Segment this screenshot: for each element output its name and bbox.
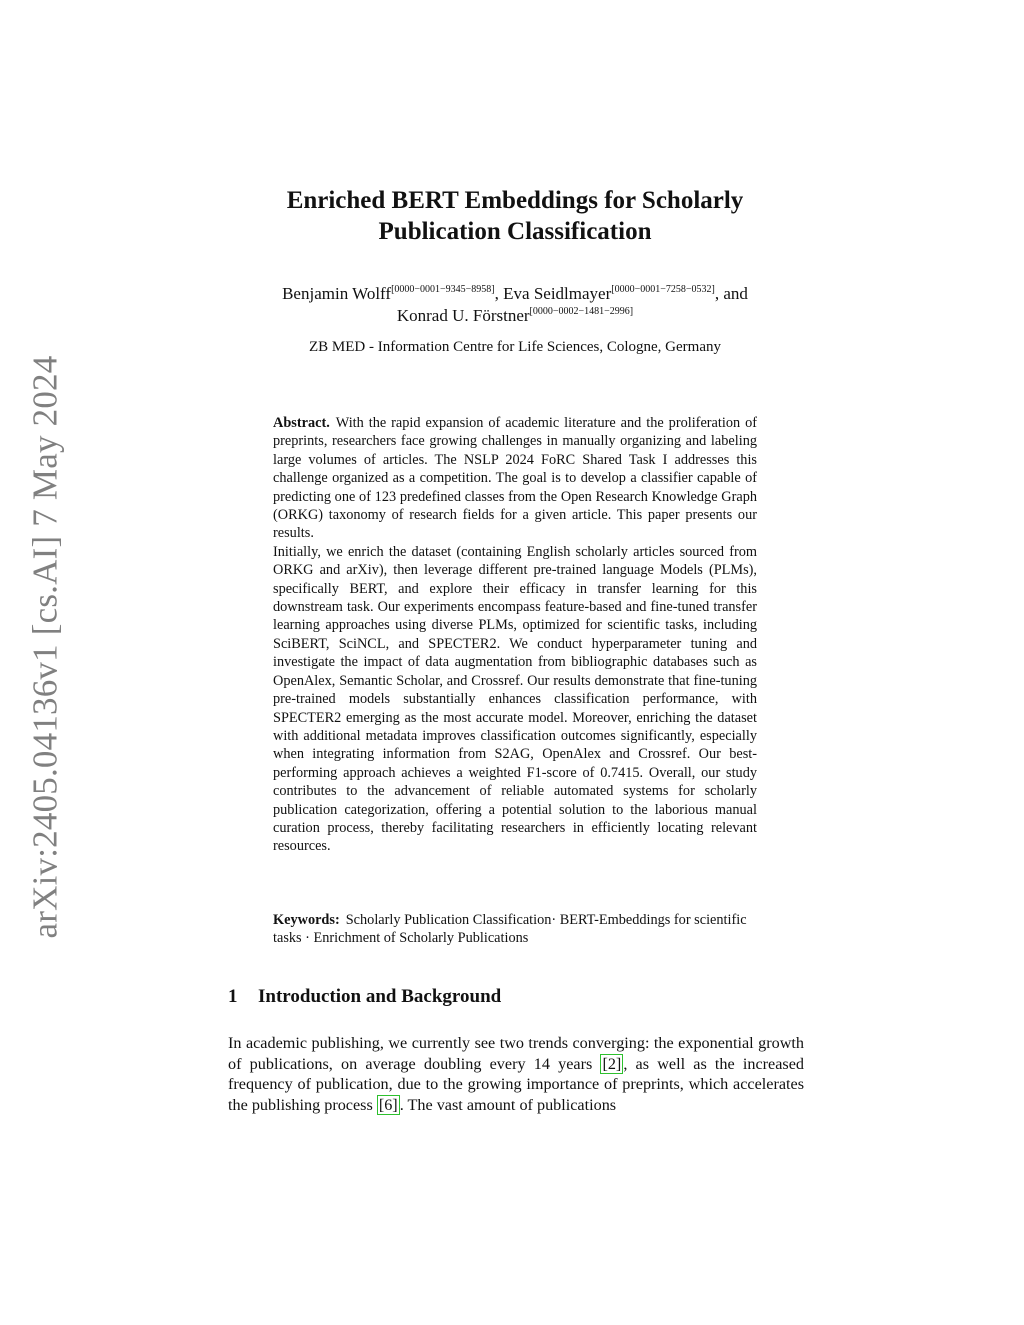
section-title-text: Introduction and Background [258, 986, 502, 1007]
affiliation: ZB MED - Information Centre for Life Sciences, Cologne, Germany [309, 339, 721, 355]
author-orcid: [0000−0002−1481−2996] [529, 306, 634, 317]
abstract-paragraph-2: Initially, we enrich the dataset (containing English scholarly articles sourced from ORKG and arXiv), then leverage different pre-trained language Models (PLMs), specifically BERT, and explore their efficacy in transfer learning for this downstream task. Our experiments encompass feature-based and fine-tuned transfer learning approaches using diverse PLMs, optimized for scientific tasks, including SciBERT, SciNCL, and SPECTER2. We conduct hyperparameter tuning and investigate the impact of data augmentation from bibliographic databases such as OpenAlex, Semantic Scholar, and Crossref. Our results demonstrate that fine-tuning pre-trained models substantially enhances classification performance, with SPECTER2 emerging as the most accurate model. Moreover, enriching the dataset with additional metadata improves classification outcomes significantly, especially when integrating information from S2AG, OpenAlex and Crossref. Our best-performing approach achieves a weighted F1-score of 0.7415. Overall, our study contributes to the advancement of reliable automated systems for scholarly publication categorization, offering a potential solution to the laborious manual curation process, thereby facilitating researchers in efficiently locating relevant resources. [273, 543, 757, 855]
body-text-part: . The vast amount of publications [399, 1095, 617, 1114]
section-heading [228, 986, 501, 1008]
author-name: Benjamin Wolff [282, 284, 392, 303]
citation-link[interactable]: [2] [602, 1054, 622, 1073]
arxiv-identifier-text: arXiv:2405.04136v1 [cs.AI] 7 May 2024 [25, 355, 64, 939]
abstract-paragraph-1 [273, 414, 757, 543]
section-number: 1 [228, 986, 238, 1007]
paper-title-line-2: Publication Classification [378, 218, 652, 245]
abstract-text-1: With the rapid expansion of academic literature and the proliferation of preprints, researchers face growing challenges in manually organizing and labeling large volumes of articles. The NSLP 2024 FoRC Shared Task I addresses this challenge organized as a competition. The goal is to develop a classifier capable of predicting one of 123 predefined classes from the Open Research Knowledge Graph (ORKG) taxonomy of research fields for a given article. This paper presents our results. [273, 415, 757, 542]
keywords-text: Scholarly Publication Classification· BERT-Embeddings for scientific tasks · Enrichment of Scholarly Publications [273, 912, 747, 947]
author-name: Eva Seidlmayer [503, 284, 612, 303]
author-name: Konrad U. Förstner [396, 306, 530, 325]
keywords-heading: Keywords: [273, 912, 340, 928]
paper-title-line-1: Enriched BERT Embeddings for Scholarly [286, 187, 744, 214]
abstract-heading: Abstract. [273, 415, 330, 431]
citation-link[interactable]: [6] [378, 1095, 398, 1114]
author-separator: , [494, 284, 504, 303]
author-list [215, 283, 815, 327]
author-orcid: [0000−0001−9345−8958] [391, 284, 495, 295]
author-orcid: [0000−0001−7258−0532] [611, 284, 715, 295]
author-separator: , and [714, 284, 748, 303]
keywords [273, 911, 757, 948]
paper-title [232, 185, 798, 247]
arxiv-identifier-stamp [22, 355, 68, 939]
abstract [273, 414, 757, 856]
body-text-part: In academic publishing, we currently see two trends converging: the exponential growth of publications, on average doubling every 14 years [228, 1034, 804, 1073]
introduction-paragraph [228, 1033, 804, 1115]
body-text-part: , as well as the increased frequency of publication, due to the growing importance of preprints, which accelerates the publishing process [228, 1054, 804, 1114]
